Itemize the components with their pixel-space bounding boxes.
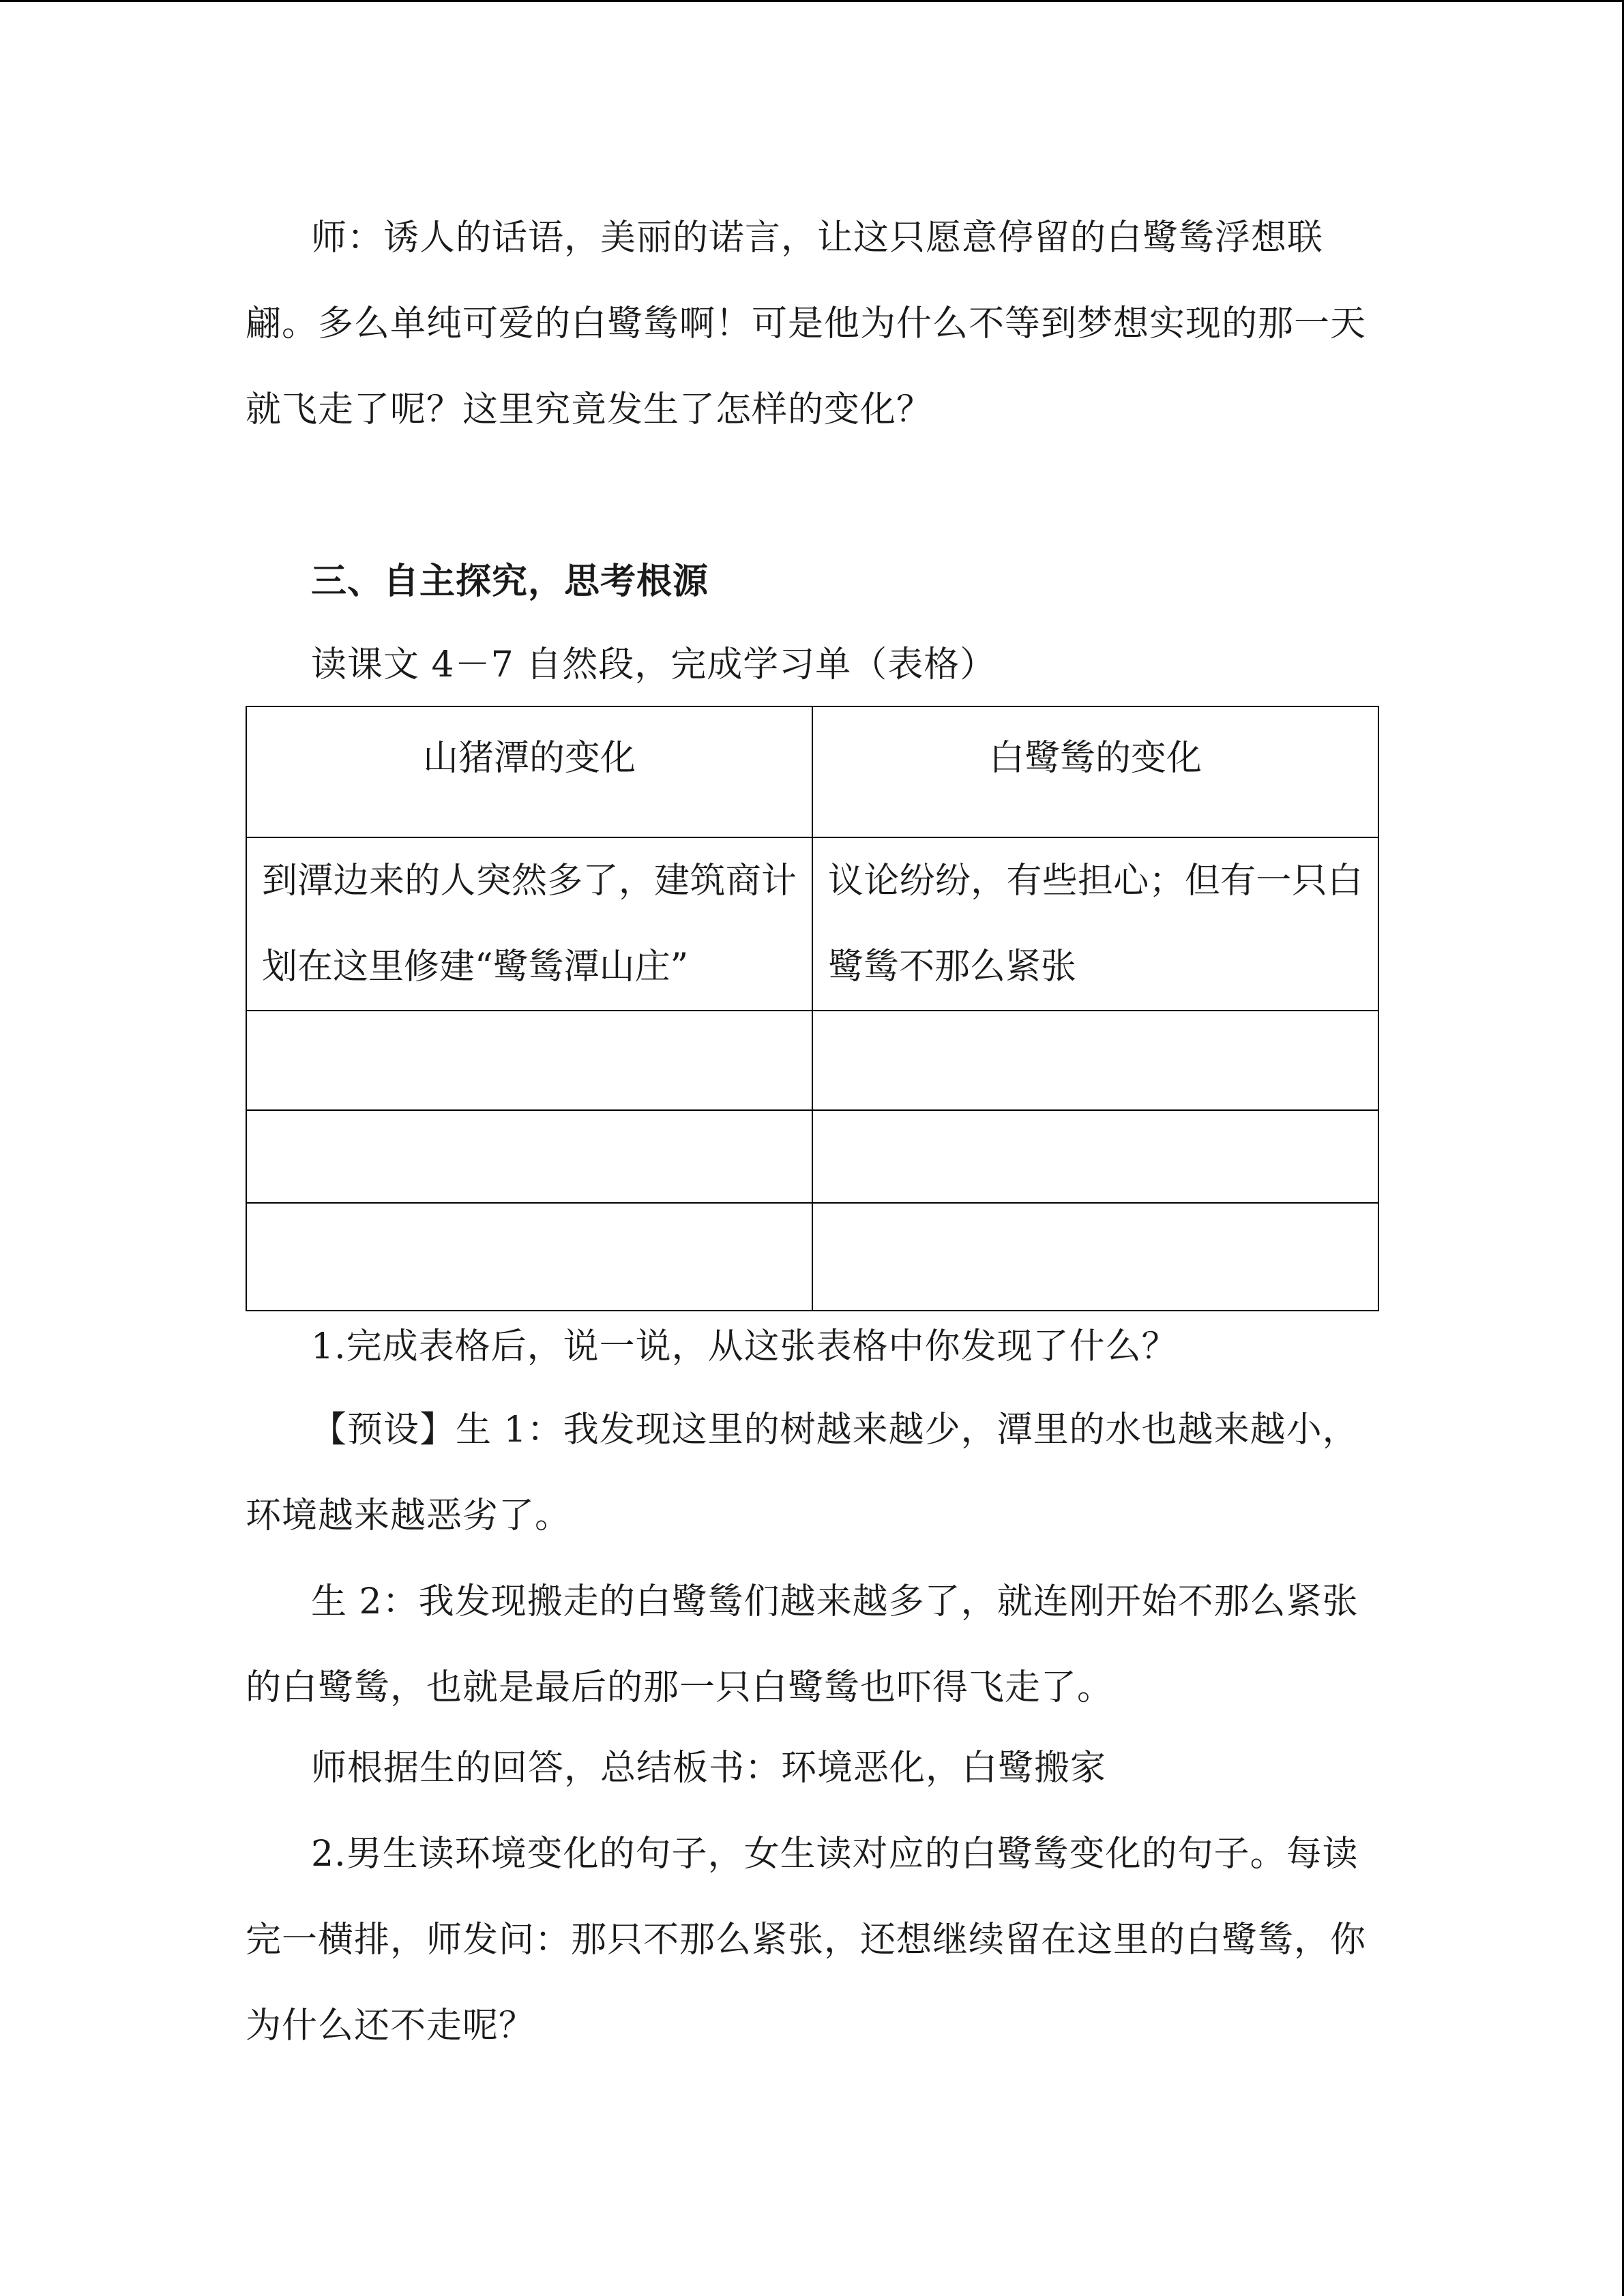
table-cell: 到潭边来的人突然多了，建筑商计划在这里修建“鹭鸶潭山庄” bbox=[246, 837, 812, 1011]
question-2: 2.男生读环境变化的句子，女生读对应的白鹭鸶变化的句子。每读完一横排，师发问：那只不那么紧张，还想继续留在这里的白鹭鸶，你为什么还不走呢？ bbox=[246, 1834, 1367, 2046]
table-cell bbox=[812, 1110, 1378, 1203]
table-cell bbox=[246, 1110, 812, 1203]
preset-answer-student-1: 【预设】生 1：我发现这里的树越来越少，潭里的水也越来越小，环境越来越恶劣了。 bbox=[246, 1410, 1359, 1536]
table-cell bbox=[246, 1011, 812, 1110]
study-sheet-table bbox=[246, 706, 1379, 1311]
table-cell: 议论纷纷，有些担心；但有一只白鹭鸶不那么紧张 bbox=[812, 837, 1378, 1011]
answer-student-2: 生 2：我发现搬走的白鹭鸶们越来越多了，就连刚开始不那么紧张的白鹭鸶，也就是最后的那一只白鹭鸶也吓得飞走了。 bbox=[246, 1581, 1359, 1708]
table-header-row bbox=[246, 706, 1378, 837]
table-row bbox=[246, 1011, 1378, 1110]
table-cell bbox=[812, 1011, 1378, 1110]
table-row bbox=[246, 1203, 1378, 1311]
table-row bbox=[246, 837, 1378, 1011]
section-heading: 三、自主探究，思考根源 bbox=[311, 561, 709, 602]
table-row bbox=[246, 1110, 1378, 1203]
intro-paragraph: 师：诱人的话语，美丽的诺言，让这只愿意停留的白鹭鸶浮想联翩。多么单纯可爱的白鹭鸶啊！可是他为什么不等到梦想实现的那一天就飞走了呢？这里究竟发生了怎样的变化？ bbox=[246, 218, 1367, 430]
table-cell bbox=[812, 1203, 1378, 1311]
header-mountain-pond-changes: 山猪潭的变化 bbox=[246, 706, 812, 837]
header-egret-changes: 白鹭鸶的变化 bbox=[812, 706, 1378, 837]
table-cell bbox=[246, 1203, 812, 1311]
question-1: 1.完成表格后，说一说，从这张表格中你发现了什么？ bbox=[311, 1326, 1178, 1367]
instruction-text: 读课文 4－7 自然段，完成学习单（表格） bbox=[311, 644, 996, 685]
teacher-summary: 师根据生的回答，总结板书：环境恶化，白鹭搬家 bbox=[311, 1748, 1107, 1789]
page-border-top bbox=[0, 0, 1624, 2]
